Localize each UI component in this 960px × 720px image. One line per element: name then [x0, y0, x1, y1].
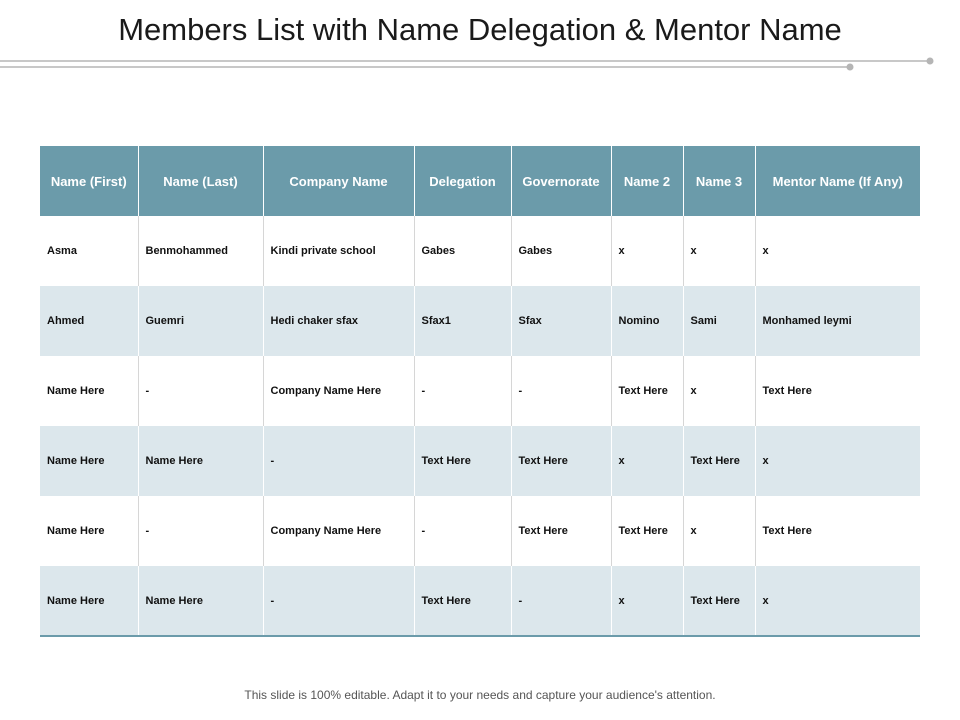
column-header: Name (Last): [138, 146, 263, 216]
page-title: Members List with Name Delegation & Mentor Name: [118, 12, 842, 47]
table-header-row: [40, 146, 920, 216]
table-cell: Name Here: [138, 566, 263, 636]
table-row: [40, 426, 920, 496]
table-cell: x: [755, 426, 920, 496]
table-row: [40, 566, 920, 636]
table-cell: Text Here: [755, 356, 920, 426]
table-cell: x: [755, 216, 920, 286]
table-cell: -: [263, 566, 414, 636]
table-cell: x: [755, 566, 920, 636]
table-cell: Gabes: [511, 216, 611, 286]
table-cell: Text Here: [414, 566, 511, 636]
table-cell: Text Here: [611, 496, 683, 566]
table-cell: Text Here: [755, 496, 920, 566]
table-cell: Benmohammed: [138, 216, 263, 286]
footer-note: This slide is 100% editable. Adapt it to your needs and capture your audience's attention.: [244, 688, 716, 702]
table-cell: Nomino: [611, 286, 683, 356]
column-header: Name 3: [683, 146, 755, 216]
table-cell: Company Name Here: [263, 496, 414, 566]
column-header: Governorate: [511, 146, 611, 216]
table-cell: Text Here: [511, 426, 611, 496]
table-cell: x: [683, 216, 755, 286]
table-cell: Company Name Here: [263, 356, 414, 426]
column-header: Name 2: [611, 146, 683, 216]
table-cell: x: [683, 356, 755, 426]
table-cell: Sami: [683, 286, 755, 356]
table-cell: Name Here: [40, 496, 138, 566]
table-cell: Text Here: [611, 356, 683, 426]
members-table: [40, 146, 920, 637]
column-header: Company Name: [263, 146, 414, 216]
divider-dot-bottom: [847, 64, 854, 71]
table-cell: -: [414, 356, 511, 426]
column-header: Delegation: [414, 146, 511, 216]
table-row: [40, 356, 920, 426]
table-cell: Asma: [40, 216, 138, 286]
table-cell: Name Here: [138, 426, 263, 496]
table-cell: x: [611, 216, 683, 286]
column-header: Mentor Name (If Any): [755, 146, 920, 216]
table-cell: Text Here: [683, 426, 755, 496]
table-cell: Name Here: [40, 356, 138, 426]
table-row: [40, 286, 920, 356]
table-cell: -: [138, 496, 263, 566]
table-cell: -: [511, 356, 611, 426]
decorative-divider: [0, 52, 960, 82]
table-cell: Gabes: [414, 216, 511, 286]
table-cell: -: [414, 496, 511, 566]
table-cell: -: [511, 566, 611, 636]
table-row: [40, 496, 920, 566]
table-row: [40, 216, 920, 286]
table-cell: Ahmed: [40, 286, 138, 356]
table-cell: Text Here: [511, 496, 611, 566]
table-cell: -: [138, 356, 263, 426]
table-cell: x: [611, 566, 683, 636]
table-cell: Text Here: [414, 426, 511, 496]
table-cell: x: [683, 496, 755, 566]
table-cell: Monhamed leymi: [755, 286, 920, 356]
table-cell: Sfax1: [414, 286, 511, 356]
table-cell: Hedi chaker sfax: [263, 286, 414, 356]
divider-dot-top: [927, 58, 934, 65]
table-cell: Name Here: [40, 566, 138, 636]
table-cell: Sfax: [511, 286, 611, 356]
table-cell: -: [263, 426, 414, 496]
table-cell: Name Here: [40, 426, 138, 496]
table-cell: x: [611, 426, 683, 496]
column-header: Name (First): [40, 146, 138, 216]
table-cell: Text Here: [683, 566, 755, 636]
table-cell: Kindi private school: [263, 216, 414, 286]
table-cell: Guemri: [138, 286, 263, 356]
